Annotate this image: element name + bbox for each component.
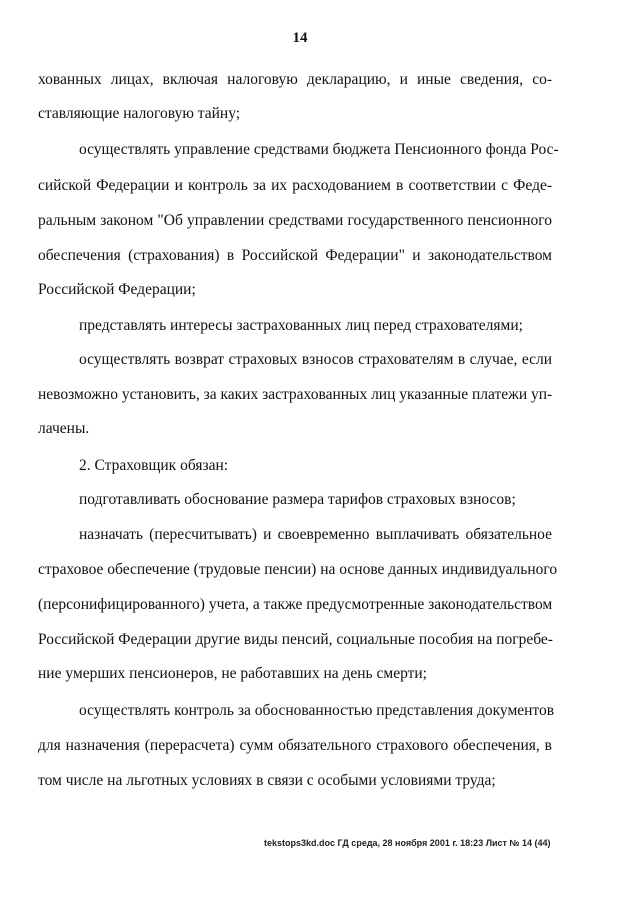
- text-line: том числе на льготных условиях в связи с особыми условиями труда;: [38, 772, 496, 789]
- text-line: подготавливать обоснование размера тарифов страховых взносов;: [79, 491, 516, 508]
- text-line: (персонифицированного) учета, а также предусмотренные законодательством: [38, 596, 553, 613]
- text-line: Российской Федерации другие виды пенсий, социальные пособия на погребе-: [38, 631, 553, 648]
- text-line: сийской Федерации и контроль за их расходованием в соответствии с Феде-: [38, 177, 552, 194]
- page-footer: tekstops3kd.doc ГД среда, 28 ноября 2001 г. 18:23 Лист № 14 (44): [264, 838, 551, 848]
- text-line: страховое обеспечение (трудовые пенсии) на основе данных индивидуального: [38, 561, 558, 578]
- text-line: представлять интересы застрахованных лиц перед страхователями;: [79, 317, 523, 334]
- text-line: лачены.: [38, 420, 90, 437]
- text-line: 2. Страховщик обязан:: [79, 457, 229, 474]
- text-line: ние умерших пенсионеров, не работавших на день смерти;: [38, 665, 427, 682]
- text-line: обеспечения (страхования) в Российской Федерации" и законодательством: [38, 247, 552, 264]
- text-line: осуществлять контроль за обоснованностью представления документов: [79, 702, 555, 719]
- text-line: невозможно установить, за каких застрахованных лиц указанные платежи уп-: [38, 386, 553, 403]
- text-line: назначать (пересчитывать) и своевременно выплачивать обязательное: [79, 526, 552, 543]
- page-number: 14: [292, 30, 308, 46]
- text-line: осуществлять возврат страховых взносов страхователям в случае, если: [79, 351, 552, 368]
- text-line: Российской Федерации;: [38, 281, 196, 298]
- text-line: ставляющие налоговую тайну;: [38, 105, 241, 122]
- text-line: осуществлять управление средствами бюджета Пенсионного фонда Рос-: [79, 141, 559, 158]
- text-line: для назначения (перерасчета) сумм обязательного страхового обеспечения, в: [38, 737, 552, 754]
- text-line: ральным законом "Об управлении средствами государственного пенсионного: [38, 212, 552, 229]
- text-line: хованных лицах, включая налоговую декларацию, и иные сведения, со-: [38, 71, 552, 88]
